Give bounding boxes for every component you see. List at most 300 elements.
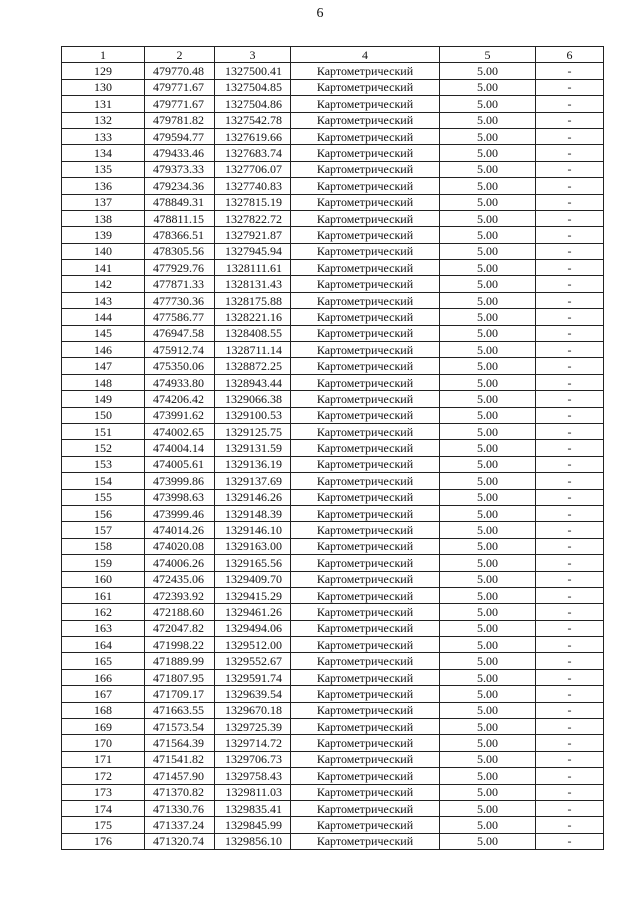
x-coordinate-cell: 479373.33 bbox=[145, 161, 215, 177]
accuracy-cell: 5.00 bbox=[440, 456, 536, 472]
accuracy-cell: 5.00 bbox=[440, 210, 536, 226]
method-cell: Картометрический bbox=[291, 719, 440, 735]
note-cell: - bbox=[536, 505, 604, 521]
point-number-cell: 147 bbox=[62, 358, 145, 374]
table-row bbox=[62, 833, 604, 849]
note-cell: - bbox=[536, 260, 604, 276]
note-cell: - bbox=[536, 669, 604, 685]
y-coordinate-cell: 1328872.25 bbox=[215, 358, 291, 374]
accuracy-cell: 5.00 bbox=[440, 145, 536, 161]
accuracy-cell: 5.00 bbox=[440, 522, 536, 538]
coordinates-table bbox=[61, 46, 604, 850]
note-cell: - bbox=[536, 620, 604, 636]
method-cell: Картометрический bbox=[291, 817, 440, 833]
y-coordinate-cell: 1329066.38 bbox=[215, 391, 291, 407]
method-cell: Картометрический bbox=[291, 63, 440, 79]
y-coordinate-cell: 1328408.55 bbox=[215, 325, 291, 341]
note-cell: - bbox=[536, 391, 604, 407]
accuracy-cell: 5.00 bbox=[440, 342, 536, 358]
table-row bbox=[62, 145, 604, 161]
table-row bbox=[62, 128, 604, 144]
method-cell: Картометрический bbox=[291, 342, 440, 358]
y-coordinate-cell: 1329146.26 bbox=[215, 489, 291, 505]
x-coordinate-cell: 479771.67 bbox=[145, 96, 215, 112]
table-row bbox=[62, 489, 604, 505]
method-cell: Картометрический bbox=[291, 309, 440, 325]
method-cell: Картометрический bbox=[291, 571, 440, 587]
y-coordinate-cell: 1329136.19 bbox=[215, 456, 291, 472]
x-coordinate-cell: 471330.76 bbox=[145, 800, 215, 816]
point-number-cell: 151 bbox=[62, 423, 145, 439]
table-body bbox=[62, 63, 604, 850]
method-cell: Картометрический bbox=[291, 489, 440, 505]
table-row bbox=[62, 505, 604, 521]
accuracy-cell: 5.00 bbox=[440, 227, 536, 243]
method-cell: Картометрический bbox=[291, 456, 440, 472]
x-coordinate-cell: 471320.74 bbox=[145, 833, 215, 849]
point-number-cell: 159 bbox=[62, 555, 145, 571]
accuracy-cell: 5.00 bbox=[440, 620, 536, 636]
point-number-cell: 137 bbox=[62, 194, 145, 210]
point-number-cell: 157 bbox=[62, 522, 145, 538]
accuracy-cell: 5.00 bbox=[440, 800, 536, 816]
method-cell: Картометрический bbox=[291, 407, 440, 423]
accuracy-cell: 5.00 bbox=[440, 63, 536, 79]
x-coordinate-cell: 473991.62 bbox=[145, 407, 215, 423]
x-coordinate-cell: 473999.46 bbox=[145, 505, 215, 521]
note-cell: - bbox=[536, 768, 604, 784]
method-cell: Картометрический bbox=[291, 325, 440, 341]
x-coordinate-cell: 471457.90 bbox=[145, 768, 215, 784]
method-cell: Картометрический bbox=[291, 604, 440, 620]
table-row bbox=[62, 210, 604, 226]
point-number-cell: 138 bbox=[62, 210, 145, 226]
y-coordinate-cell: 1329125.75 bbox=[215, 423, 291, 439]
y-coordinate-cell: 1327542.78 bbox=[215, 112, 291, 128]
x-coordinate-cell: 474020.08 bbox=[145, 538, 215, 554]
x-coordinate-cell: 471541.82 bbox=[145, 751, 215, 767]
y-coordinate-cell: 1329409.70 bbox=[215, 571, 291, 587]
point-number-cell: 161 bbox=[62, 587, 145, 603]
y-coordinate-cell: 1329670.18 bbox=[215, 702, 291, 718]
note-cell: - bbox=[536, 587, 604, 603]
method-cell: Картометрический bbox=[291, 522, 440, 538]
point-number-cell: 133 bbox=[62, 128, 145, 144]
point-number-cell: 153 bbox=[62, 456, 145, 472]
method-cell: Картометрический bbox=[291, 145, 440, 161]
y-coordinate-cell: 1329591.74 bbox=[215, 669, 291, 685]
point-number-cell: 162 bbox=[62, 604, 145, 620]
method-cell: Картометрический bbox=[291, 96, 440, 112]
x-coordinate-cell: 477730.36 bbox=[145, 292, 215, 308]
note-cell: - bbox=[536, 423, 604, 439]
note-cell: - bbox=[536, 440, 604, 456]
y-coordinate-cell: 1327504.86 bbox=[215, 96, 291, 112]
table-row bbox=[62, 555, 604, 571]
y-coordinate-cell: 1327945.94 bbox=[215, 243, 291, 259]
method-cell: Картометрический bbox=[291, 227, 440, 243]
point-number-cell: 152 bbox=[62, 440, 145, 456]
accuracy-cell: 5.00 bbox=[440, 358, 536, 374]
note-cell: - bbox=[536, 555, 604, 571]
accuracy-cell: 5.00 bbox=[440, 587, 536, 603]
x-coordinate-cell: 476947.58 bbox=[145, 325, 215, 341]
note-cell: - bbox=[536, 243, 604, 259]
point-number-cell: 171 bbox=[62, 751, 145, 767]
accuracy-cell: 5.00 bbox=[440, 735, 536, 751]
method-cell: Картометрический bbox=[291, 79, 440, 95]
table-row bbox=[62, 456, 604, 472]
table-row bbox=[62, 817, 604, 833]
x-coordinate-cell: 471998.22 bbox=[145, 637, 215, 653]
y-coordinate-cell: 1327683.74 bbox=[215, 145, 291, 161]
note-cell: - bbox=[536, 833, 604, 849]
table-row bbox=[62, 620, 604, 636]
method-cell: Картометрический bbox=[291, 620, 440, 636]
note-cell: - bbox=[536, 112, 604, 128]
table-row bbox=[62, 653, 604, 669]
table-row bbox=[62, 719, 604, 735]
x-coordinate-cell: 472435.06 bbox=[145, 571, 215, 587]
y-coordinate-cell: 1329415.29 bbox=[215, 587, 291, 603]
y-coordinate-cell: 1328943.44 bbox=[215, 374, 291, 390]
column-header: 1 bbox=[62, 47, 145, 63]
method-cell: Картометрический bbox=[291, 112, 440, 128]
table-row bbox=[62, 342, 604, 358]
x-coordinate-cell: 477586.77 bbox=[145, 309, 215, 325]
note-cell: - bbox=[536, 604, 604, 620]
table-row bbox=[62, 96, 604, 112]
accuracy-cell: 5.00 bbox=[440, 79, 536, 95]
point-number-cell: 140 bbox=[62, 243, 145, 259]
x-coordinate-cell: 472188.60 bbox=[145, 604, 215, 620]
point-number-cell: 175 bbox=[62, 817, 145, 833]
note-cell: - bbox=[536, 407, 604, 423]
note-cell: - bbox=[536, 96, 604, 112]
point-number-cell: 165 bbox=[62, 653, 145, 669]
method-cell: Картометрический bbox=[291, 800, 440, 816]
x-coordinate-cell: 471337.24 bbox=[145, 817, 215, 833]
table-row bbox=[62, 637, 604, 653]
y-coordinate-cell: 1329552.67 bbox=[215, 653, 291, 669]
note-cell: - bbox=[536, 686, 604, 702]
method-cell: Картометрический bbox=[291, 178, 440, 194]
point-number-cell: 164 bbox=[62, 637, 145, 653]
accuracy-cell: 5.00 bbox=[440, 538, 536, 554]
accuracy-cell: 5.00 bbox=[440, 161, 536, 177]
note-cell: - bbox=[536, 571, 604, 587]
accuracy-cell: 5.00 bbox=[440, 817, 536, 833]
note-cell: - bbox=[536, 473, 604, 489]
method-cell: Картометрический bbox=[291, 358, 440, 374]
note-cell: - bbox=[536, 194, 604, 210]
y-coordinate-cell: 1329163.00 bbox=[215, 538, 291, 554]
x-coordinate-cell: 478305.56 bbox=[145, 243, 215, 259]
accuracy-cell: 5.00 bbox=[440, 751, 536, 767]
note-cell: - bbox=[536, 145, 604, 161]
table-row bbox=[62, 374, 604, 390]
y-coordinate-cell: 1329165.56 bbox=[215, 555, 291, 571]
accuracy-cell: 5.00 bbox=[440, 669, 536, 685]
table-row bbox=[62, 194, 604, 210]
x-coordinate-cell: 477929.76 bbox=[145, 260, 215, 276]
method-cell: Картометрический bbox=[291, 260, 440, 276]
method-cell: Картометрический bbox=[291, 702, 440, 718]
point-number-cell: 170 bbox=[62, 735, 145, 751]
note-cell: - bbox=[536, 456, 604, 472]
column-header: 4 bbox=[291, 47, 440, 63]
accuracy-cell: 5.00 bbox=[440, 407, 536, 423]
table-row bbox=[62, 538, 604, 554]
table-row bbox=[62, 161, 604, 177]
method-cell: Картометрический bbox=[291, 686, 440, 702]
accuracy-cell: 5.00 bbox=[440, 719, 536, 735]
accuracy-cell: 5.00 bbox=[440, 128, 536, 144]
point-number-cell: 160 bbox=[62, 571, 145, 587]
x-coordinate-cell: 474004.14 bbox=[145, 440, 215, 456]
point-number-cell: 148 bbox=[62, 374, 145, 390]
accuracy-cell: 5.00 bbox=[440, 571, 536, 587]
accuracy-cell: 5.00 bbox=[440, 96, 536, 112]
x-coordinate-cell: 479433.46 bbox=[145, 145, 215, 161]
x-coordinate-cell: 478849.31 bbox=[145, 194, 215, 210]
point-number-cell: 156 bbox=[62, 505, 145, 521]
accuracy-cell: 5.00 bbox=[440, 833, 536, 849]
column-header: 6 bbox=[536, 47, 604, 63]
table-row bbox=[62, 227, 604, 243]
point-number-cell: 141 bbox=[62, 260, 145, 276]
accuracy-cell: 5.00 bbox=[440, 423, 536, 439]
y-coordinate-cell: 1327740.83 bbox=[215, 178, 291, 194]
x-coordinate-cell: 479770.48 bbox=[145, 63, 215, 79]
note-cell: - bbox=[536, 538, 604, 554]
note-cell: - bbox=[536, 637, 604, 653]
accuracy-cell: 5.00 bbox=[440, 325, 536, 341]
table-row bbox=[62, 260, 604, 276]
method-cell: Картометрический bbox=[291, 555, 440, 571]
point-number-cell: 142 bbox=[62, 276, 145, 292]
x-coordinate-cell: 471370.82 bbox=[145, 784, 215, 800]
point-number-cell: 132 bbox=[62, 112, 145, 128]
method-cell: Картометрический bbox=[291, 784, 440, 800]
x-coordinate-cell: 474014.26 bbox=[145, 522, 215, 538]
note-cell: - bbox=[536, 63, 604, 79]
point-number-cell: 134 bbox=[62, 145, 145, 161]
accuracy-cell: 5.00 bbox=[440, 604, 536, 620]
point-number-cell: 135 bbox=[62, 161, 145, 177]
x-coordinate-cell: 474933.80 bbox=[145, 374, 215, 390]
method-cell: Картометрический bbox=[291, 243, 440, 259]
method-cell: Картометрический bbox=[291, 391, 440, 407]
table-row bbox=[62, 423, 604, 439]
accuracy-cell: 5.00 bbox=[440, 112, 536, 128]
y-coordinate-cell: 1329146.10 bbox=[215, 522, 291, 538]
column-header: 5 bbox=[440, 47, 536, 63]
point-number-cell: 176 bbox=[62, 833, 145, 849]
accuracy-cell: 5.00 bbox=[440, 292, 536, 308]
note-cell: - bbox=[536, 325, 604, 341]
x-coordinate-cell: 473998.63 bbox=[145, 489, 215, 505]
column-header: 3 bbox=[215, 47, 291, 63]
note-cell: - bbox=[536, 358, 604, 374]
method-cell: Картометрический bbox=[291, 637, 440, 653]
y-coordinate-cell: 1329100.53 bbox=[215, 407, 291, 423]
accuracy-cell: 5.00 bbox=[440, 194, 536, 210]
table-row bbox=[62, 325, 604, 341]
accuracy-cell: 5.00 bbox=[440, 260, 536, 276]
x-coordinate-cell: 474006.26 bbox=[145, 555, 215, 571]
point-number-cell: 173 bbox=[62, 784, 145, 800]
table-row bbox=[62, 587, 604, 603]
accuracy-cell: 5.00 bbox=[440, 653, 536, 669]
column-header: 2 bbox=[145, 47, 215, 63]
x-coordinate-cell: 478811.15 bbox=[145, 210, 215, 226]
note-cell: - bbox=[536, 309, 604, 325]
table-row bbox=[62, 702, 604, 718]
point-number-cell: 130 bbox=[62, 79, 145, 95]
point-number-cell: 169 bbox=[62, 719, 145, 735]
note-cell: - bbox=[536, 784, 604, 800]
note-cell: - bbox=[536, 292, 604, 308]
table-row bbox=[62, 391, 604, 407]
x-coordinate-cell: 474002.65 bbox=[145, 423, 215, 439]
table-row bbox=[62, 292, 604, 308]
x-coordinate-cell: 471807.95 bbox=[145, 669, 215, 685]
table-row bbox=[62, 63, 604, 79]
y-coordinate-cell: 1329811.03 bbox=[215, 784, 291, 800]
point-number-cell: 174 bbox=[62, 800, 145, 816]
point-number-cell: 155 bbox=[62, 489, 145, 505]
note-cell: - bbox=[536, 227, 604, 243]
accuracy-cell: 5.00 bbox=[440, 686, 536, 702]
note-cell: - bbox=[536, 374, 604, 390]
accuracy-cell: 5.00 bbox=[440, 702, 536, 718]
x-coordinate-cell: 477871.33 bbox=[145, 276, 215, 292]
method-cell: Картометрический bbox=[291, 128, 440, 144]
note-cell: - bbox=[536, 276, 604, 292]
method-cell: Картометрический bbox=[291, 505, 440, 521]
table-row bbox=[62, 768, 604, 784]
point-number-cell: 139 bbox=[62, 227, 145, 243]
y-coordinate-cell: 1327500.41 bbox=[215, 63, 291, 79]
point-number-cell: 145 bbox=[62, 325, 145, 341]
x-coordinate-cell: 473999.86 bbox=[145, 473, 215, 489]
table-row bbox=[62, 751, 604, 767]
method-cell: Картометрический bbox=[291, 161, 440, 177]
table-row bbox=[62, 669, 604, 685]
table-row bbox=[62, 358, 604, 374]
y-coordinate-cell: 1329714.72 bbox=[215, 735, 291, 751]
method-cell: Картометрический bbox=[291, 276, 440, 292]
point-number-cell: 172 bbox=[62, 768, 145, 784]
x-coordinate-cell: 471889.99 bbox=[145, 653, 215, 669]
table-row bbox=[62, 686, 604, 702]
note-cell: - bbox=[536, 702, 604, 718]
y-coordinate-cell: 1327619.66 bbox=[215, 128, 291, 144]
x-coordinate-cell: 472047.82 bbox=[145, 620, 215, 636]
method-cell: Картометрический bbox=[291, 669, 440, 685]
y-coordinate-cell: 1328175.88 bbox=[215, 292, 291, 308]
table-row bbox=[62, 243, 604, 259]
method-cell: Картометрический bbox=[291, 292, 440, 308]
y-coordinate-cell: 1328711.14 bbox=[215, 342, 291, 358]
x-coordinate-cell: 471663.55 bbox=[145, 702, 215, 718]
x-coordinate-cell: 479234.36 bbox=[145, 178, 215, 194]
table-row bbox=[62, 440, 604, 456]
method-cell: Картометрический bbox=[291, 440, 440, 456]
method-cell: Картометрический bbox=[291, 768, 440, 784]
table-row bbox=[62, 522, 604, 538]
accuracy-cell: 5.00 bbox=[440, 276, 536, 292]
accuracy-cell: 5.00 bbox=[440, 784, 536, 800]
y-coordinate-cell: 1327815.19 bbox=[215, 194, 291, 210]
table-header-row bbox=[62, 47, 604, 63]
accuracy-cell: 5.00 bbox=[440, 391, 536, 407]
point-number-cell: 167 bbox=[62, 686, 145, 702]
note-cell: - bbox=[536, 128, 604, 144]
table-row bbox=[62, 276, 604, 292]
point-number-cell: 146 bbox=[62, 342, 145, 358]
x-coordinate-cell: 475350.06 bbox=[145, 358, 215, 374]
method-cell: Картометрический bbox=[291, 423, 440, 439]
table-row bbox=[62, 735, 604, 751]
y-coordinate-cell: 1329725.39 bbox=[215, 719, 291, 735]
accuracy-cell: 5.00 bbox=[440, 440, 536, 456]
note-cell: - bbox=[536, 800, 604, 816]
point-number-cell: 154 bbox=[62, 473, 145, 489]
y-coordinate-cell: 1329758.43 bbox=[215, 768, 291, 784]
note-cell: - bbox=[536, 79, 604, 95]
y-coordinate-cell: 1329512.00 bbox=[215, 637, 291, 653]
y-coordinate-cell: 1329856.10 bbox=[215, 833, 291, 849]
point-number-cell: 158 bbox=[62, 538, 145, 554]
accuracy-cell: 5.00 bbox=[440, 555, 536, 571]
note-cell: - bbox=[536, 751, 604, 767]
x-coordinate-cell: 479781.82 bbox=[145, 112, 215, 128]
note-cell: - bbox=[536, 817, 604, 833]
y-coordinate-cell: 1329639.54 bbox=[215, 686, 291, 702]
y-coordinate-cell: 1328221.16 bbox=[215, 309, 291, 325]
page-number: 6 bbox=[316, 6, 324, 21]
y-coordinate-cell: 1329461.26 bbox=[215, 604, 291, 620]
x-coordinate-cell: 471573.54 bbox=[145, 719, 215, 735]
y-coordinate-cell: 1327921.87 bbox=[215, 227, 291, 243]
method-cell: Картометрический bbox=[291, 473, 440, 489]
y-coordinate-cell: 1327822.72 bbox=[215, 210, 291, 226]
point-number-cell: 168 bbox=[62, 702, 145, 718]
method-cell: Картометрический bbox=[291, 194, 440, 210]
table-row bbox=[62, 473, 604, 489]
accuracy-cell: 5.00 bbox=[440, 309, 536, 325]
x-coordinate-cell: 472393.92 bbox=[145, 587, 215, 603]
table-row bbox=[62, 79, 604, 95]
accuracy-cell: 5.00 bbox=[440, 505, 536, 521]
point-number-cell: 129 bbox=[62, 63, 145, 79]
accuracy-cell: 5.00 bbox=[440, 637, 536, 653]
point-number-cell: 136 bbox=[62, 178, 145, 194]
x-coordinate-cell: 474206.42 bbox=[145, 391, 215, 407]
point-number-cell: 144 bbox=[62, 309, 145, 325]
y-coordinate-cell: 1328111.61 bbox=[215, 260, 291, 276]
y-coordinate-cell: 1329845.99 bbox=[215, 817, 291, 833]
note-cell: - bbox=[536, 178, 604, 194]
note-cell: - bbox=[536, 210, 604, 226]
y-coordinate-cell: 1329148.39 bbox=[215, 505, 291, 521]
y-coordinate-cell: 1327504.85 bbox=[215, 79, 291, 95]
table-row bbox=[62, 178, 604, 194]
note-cell: - bbox=[536, 719, 604, 735]
method-cell: Картометрический bbox=[291, 653, 440, 669]
